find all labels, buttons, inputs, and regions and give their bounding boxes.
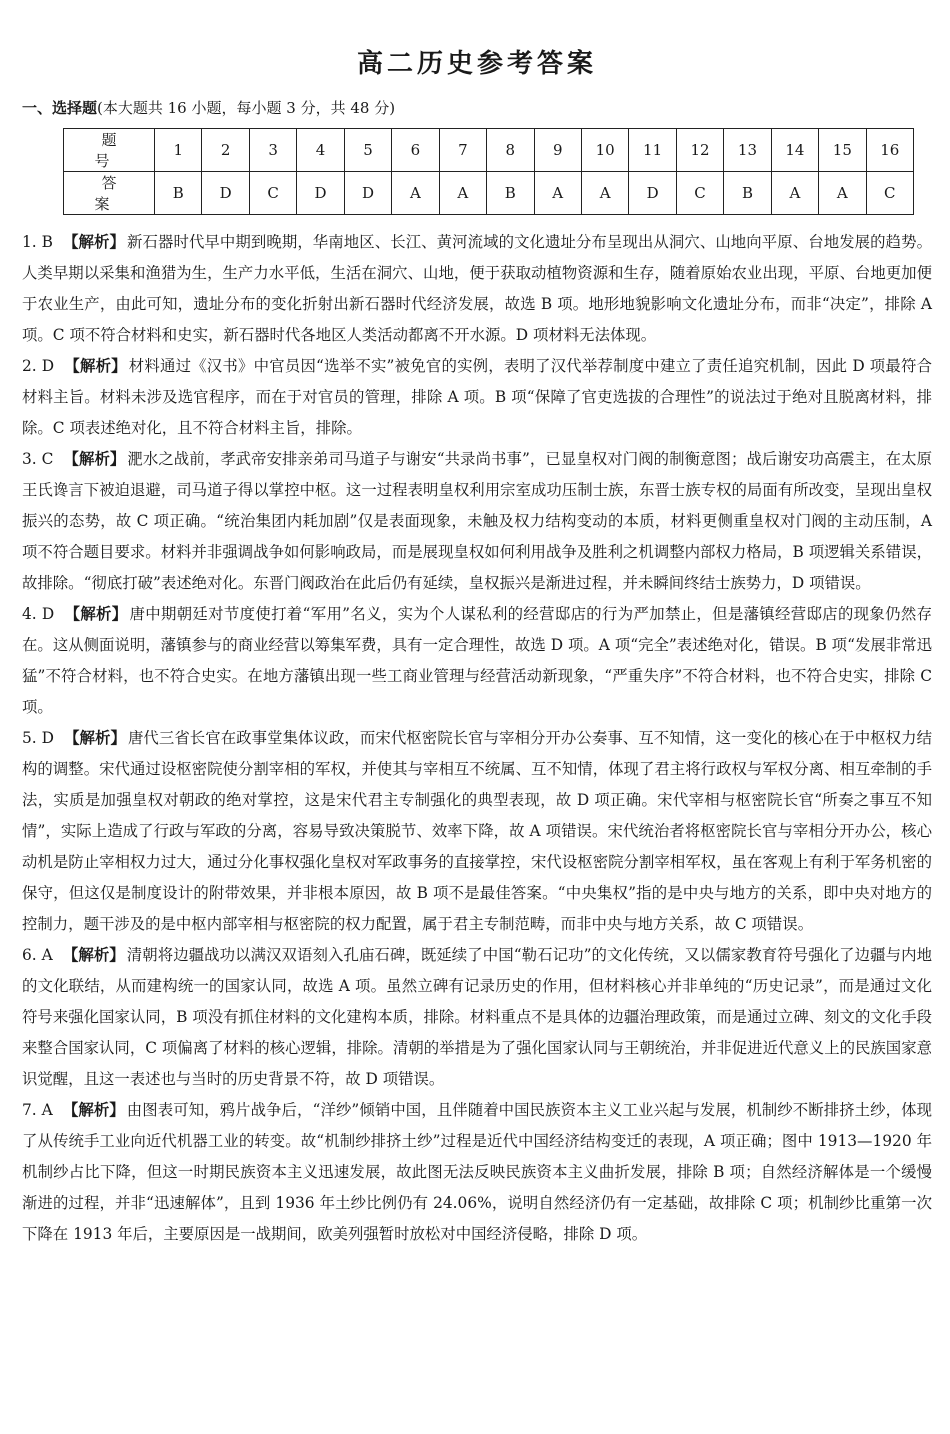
question-number-cell: 13 [724,129,771,172]
question-number-cell: 7 [439,129,486,172]
item-number: 6. A [22,946,53,964]
answer-cell: A [439,172,486,215]
answer-table [63,128,914,215]
item-number: 5. D [22,729,54,747]
answer-cell: C [866,172,913,215]
question-number-cell: 15 [819,129,866,172]
item-text: 清朝将边疆战功以满汉双语刻入孔庙石碑，既延续了中国“勒石记功”的文化传统，又以儒家教育符号强化了边疆与内地的文化联结，从而建构统一的国家认同，故选 A 项。虽然立碑有记录历史的作用，但材料核心并非单纯的“历史记录”，而是通过文化符号来强化国家认同，B 项没有抓住材料的文化建构本质，排除。材料重点不是具体的边疆治理政策，而是通过立碑、刻文的文化手段来整合国家认同，C 项偏离了材料的核心逻辑，排除。清朝的举措是为了强化国家认同与王朝统治，并非促进近代意义上的民族国家意识觉醒，且这一表述也与当时的历史背景不符，故 D 项错误。 [22,946,932,1088]
item-number: 4. D [22,605,55,623]
question-number-cell: 14 [771,129,818,172]
question-number-header: 题 号 [64,129,155,172]
answer-cell: A [771,172,818,215]
answer-cell: D [344,172,391,215]
answer-cell: D [297,172,344,215]
item-text: 材料通过《汉书》中官员因“选举不实”被免官的实例，表明了汉代举荐制度中建立了责任追究机制，因此 D 项最符合材料主旨。材料未涉及选官程序，而在于对官员的管理，排除 A 项。B 项“保障了官吏选拔的合理性”的说法过于绝对且脱离材料，排除。C 项表述绝对化，且不符合材料主旨，排除。 [22,357,932,437]
answer-cell: D [202,172,249,215]
question-number-cell: 9 [534,129,581,172]
answer-cell: A [581,172,628,215]
analysis-tag: 【解析】 [62,946,125,964]
explanation-item [22,1095,932,1250]
item-text: 唐中期朝廷对节度使打着“军用”名义，实为个人谋私利的经营邸店的行为严加禁止，但是藩镇经营邸店的现象仍然存在。这从侧面说明，藩镇参与的商业经营以筹集军费，具有一定合理性，故选 D 项。A 项“完全”表述绝对化，错误。B 项“发展非常迅猛”不符合材料，也不符合史实。在地方藩镇出现一些工商业管理与经营活动新现象，“严重失序”不符合材料，也不符合史实，排除 C 项。 [22,605,932,716]
item-text: 唐代三省长官在政事堂集体议政，而宋代枢密院长官与宰相分开办公奏事、互不知情，这一变化的核心在于中枢权力结构的调整。宋代通过设枢密院使分割宰相的军权，并使其与宰相互不统属、互不知情，体现了君主将行政权与军权分离、相互牵制的手法，实质是加强皇权对朝政的绝对掌控，这是宋代君主专制强化的典型表现，故 D 项正确。宋代宰相与枢密院长官“所奏之事互不知情”，实际上造成了行政与军政的分离，容易导致决策脱节、效率下降，故 A 项错误。宋代统治者将枢密院长官与宰相分开办公，核心动机是防止宰相权力过大，通过分化事权强化皇权对军政事务的直接掌控，宋代设枢密院分割宰相军权，虽在客观上有利于军务机密的保守，但这仅是制度设计的附带效果，并非根本原因，故 B 项不是最佳答案。“中央集权”指的是中央与地方的关系，即中央对地方的控制力，题干涉及的是中枢内部宰相与枢密院的权力配置，属于君主专制范畴，而非中央与地方关系，故 C 项错误。 [22,729,932,933]
answer-cell: C [249,172,296,215]
answer-cell: A [819,172,866,215]
item-text: 由图表可知，鸦片战争后，“洋纱”倾销中国，且伴随着中国民族资本主义工业兴起与发展，机制纱不断排挤土纱，体现了从传统手工业向近代机器工业的转变。故“机制纱排挤土纱”过程是近代中国经济结构变迁的表现，A 项正确；图中 1913—1920 年机制纱占比下降，但这一时期民族资本主义迅速发展，故此图无法反映民族资本主义曲折发展，排除 B 项；自然经济解体是一个缓慢渐进的过程，并非“迅速解体”，且到 1936 年土纱比例仍有 24.06%，说明自然经济仍有一定基础，故排除 C 项；机制纱比重第一次下降在 1913 年后，主要原因是一战期间，欧美列强暂时放松对中国经济侵略，排除 D 项。 [22,1101,932,1243]
answer-cell: D [629,172,676,215]
section-heading [22,98,932,118]
question-number-cell: 6 [392,129,439,172]
item-number: 7. A [22,1101,53,1119]
explanation-item [22,444,932,599]
analysis-tag: 【解析】 [64,729,126,747]
question-number-cell: 1 [155,129,202,172]
answer-cell: A [392,172,439,215]
answer-cell: A [534,172,581,215]
item-text: 新石器时代早中期到晚期，华南地区、长江、黄河流域的文化遗址分布呈现出从洞穴、山地向平原、台地发展的趋势。人类早期以采集和渔猎为生，生产力水平低，生活在洞穴、山地，便于获取动植物资源和生存，随着原始农业出现，平原、台地更加便于农业生产，由此可知，遗址分布的变化折射出新石器时代经济发展，故选 B 项。地形地貌影响文化遗址分布，而非“决定”，排除 A 项。C 项不符合材料和史实，新石器时代各地区人类活动都离不开水源。D 项材料无法体现。 [22,233,932,344]
question-number-cell: 16 [866,129,913,172]
question-number-cell: 12 [676,129,723,172]
explanation-item [22,940,932,1095]
explanation-item [22,351,932,444]
question-number-cell: 4 [297,129,344,172]
answer-cell: B [724,172,771,215]
explanation-item [22,723,932,940]
explanation-item [22,227,932,351]
item-text: 淝水之战前，孝武帝安排亲弟司马道子与谢安“共录尚书事”，已显皇权对门阀的制衡意图；战后谢安功高震主，在太原王氏谗言下被迫退避，司马道子得以掌控中枢。这一过程表明皇权利用宗室成功压制士族，东晋士族专权的局面有所改变，呈现出皇权振兴的态势，故 C 项正确。“统治集团内耗加剧”仅是表面现象，未触及权力结构变动的本质，材料更侧重皇权对门阀的主动压制，A 项不符合题目要求。材料并非强调战争如何影响政局，而是展现皇权如何利用战争及胜利之机调整内部权力格局，B 项逻辑关系错误，故排除。“彻底打破”表述绝对化。东晋门阀政治在此后仍有延续，皇权振兴是渐进过程，并未瞬间终结士族势力，D 项错误。 [22,450,932,592]
analysis-tag: 【解析】 [64,357,127,375]
answer-row [64,172,914,215]
section-heading-note: (本大题共 16 小题，每小题 3 分，共 48 分) [97,99,396,117]
item-number: 1. B [22,233,53,251]
section-heading-label: 一、选择题 [22,99,98,117]
answer-cell: B [487,172,534,215]
answer-cell: C [676,172,723,215]
question-number-cell: 10 [581,129,628,172]
question-number-cell: 3 [249,129,296,172]
question-number-row [64,129,914,172]
page-title: 高二历史参考答案 [356,49,597,79]
explanation-item [22,599,932,723]
analysis-tag: 【解析】 [64,605,128,623]
analysis-tag: 【解析】 [62,233,126,251]
question-number-cell: 11 [629,129,676,172]
answer-cell: B [155,172,202,215]
analysis-tag: 【解析】 [62,1101,125,1119]
question-number-cell: 2 [202,129,249,172]
question-number-cell: 5 [344,129,391,172]
question-number-cell: 8 [487,129,534,172]
analysis-tag: 【解析】 [63,450,126,468]
explanation-list [22,227,932,1250]
item-number: 2. D [22,357,55,375]
answer-header: 答 案 [64,172,155,215]
item-number: 3. C [22,450,54,468]
